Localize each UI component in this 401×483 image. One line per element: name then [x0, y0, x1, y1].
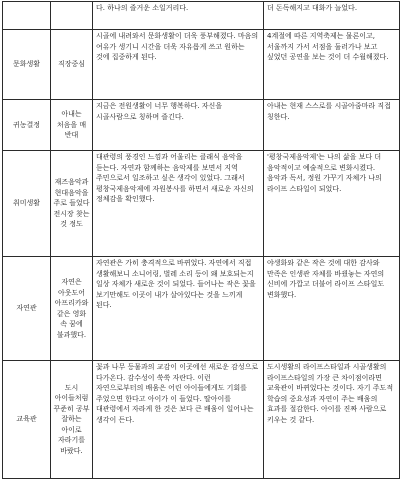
category-cell: 자연관 — [3, 257, 51, 361]
lifestyle-comparison-table — [2, 1, 400, 479]
category-cell: 귀농결정 — [3, 100, 51, 151]
change-cell: '평창국제음악제'는 나의 삶을 보다 더 음악적이고 예술적으로 변화시켰다. 음악과 독서, 정원 가꾸기 자체가 나의 라이프 스타일이 되었다. — [264, 151, 400, 257]
change-cell: 야생화와 같은 작은 것에 대한 감사와 만족은 인생관 자체를 바꿨놓는 자연의 신비에 가깝고 더불어 라이프 스타일도 변화했다. — [264, 257, 400, 361]
after-cell: 지금은 전원생활이 너무 행복하다. 자신을 시골사람으로 칭하며 즐긴다. — [93, 100, 264, 151]
table-row — [3, 361, 400, 479]
change-cell: 더 돈독해지고 대화가 늘었다. — [264, 2, 400, 30]
table-row — [3, 257, 400, 361]
table-row — [3, 100, 400, 151]
before-cell: 재즈음악과 현대음악을 주로 들었다 전시장 찾는 것 정도 — [51, 151, 93, 257]
after-cell: 대관령의 풍경인 느낌과 어울리는 클래식 음악을 듣는다. 자연과 함께하는 음악제를 보면서 지역 주민으로서 일조하고 싶은 생각이 있었다. 그래서 평창국제음악제에 자원봉사를 하면서 새로운 자신의 정체감을 확인했다. — [93, 151, 264, 257]
before-cell: 자연은 아웃도어 아프리카와 같은 영화 속 꿈에 불과했다. — [51, 257, 93, 361]
category-cell: 문화생활 — [3, 30, 51, 100]
after-cell: 시골에 내려와서 문화생활이 더욱 풍부해졌다. 마음의 여유가 생기니 시간을 더욱 자유롭게 쓰고 원하는 것에 집중하게 된다. — [93, 30, 264, 100]
after-cell: 꽃과 나무 등물과의 교감이 이곳에선 새로운 감성으로 다가온다. 감수성이 쑥쑥 자란다. 이런 자연으로부터의 배움은 어린 아이들에게도 기회를 주었으면 한다고 아이가 이 들었다. 딸아이를 대관령에서 자라게 한 것은 보다 큰 배움이 일어나는 생각이 든다. — [93, 361, 264, 479]
change-cell: 4계절에 따른 지역축제는 물론이고, 서울까지 가서 서점을 둘러가나 보고 싶었던 공연을 보는 것이 더 수월해졌다. — [264, 30, 400, 100]
category-cell: 취미생활 — [3, 151, 51, 257]
after-cell: 자연관은 가히 충격적으로 바뀌었다. 자연에서 직접 생활해보니 소니어링, 벌레 소리 등이 왜 보호되는지 일상 자체가 새로운 것이 되었다. 들어나는 작은 꽃을 보기만해도 이곳이 내가 살아있다는 것을 느끼게 된다. — [93, 257, 264, 361]
before-cell — [51, 2, 93, 30]
category-cell — [3, 2, 51, 30]
before-cell: 도시 아이들처럼 꾸준히 공부 잘하는 아이로 자라기를 바랐다. — [51, 361, 93, 479]
table-row — [3, 151, 400, 257]
category-cell: 교육관 — [3, 361, 51, 479]
change-cell: 도시생활의 라이프스타일과 시골생활의 라이프스타일의 가장 큰 차이점이라면 교육관이 바뀌었다는 것이다. 자기 주도적 학습의 중요성과 자연이 주는 배움의 효과를 절감한다. 아이를 진짜 사람으로 키우는 것 같다. — [264, 361, 400, 479]
table-row — [3, 30, 400, 100]
before-cell: 직장중심 — [51, 30, 93, 100]
change-cell: 아내는 현재 스스로를 시골아줌마라 직접 칭한다. — [264, 100, 400, 151]
before-cell: 아내는 처음을 매 반대 — [51, 100, 93, 151]
after-cell: 다. 하나의 즐거운 소일거리다. — [93, 2, 264, 30]
table-row — [3, 2, 400, 30]
